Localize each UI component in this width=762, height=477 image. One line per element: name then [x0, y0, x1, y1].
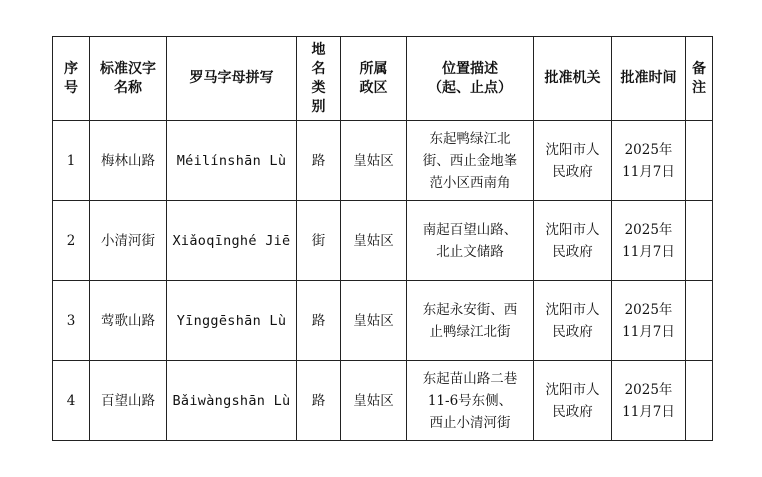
cell-remark — [686, 361, 713, 441]
cell-category: 街 — [297, 201, 341, 281]
cell-position: 东起永安街、西止鸭绿江北街 — [407, 281, 534, 361]
cell-authority: 沈阳市人民政府 — [534, 121, 612, 201]
cell-district: 皇姑区 — [341, 121, 407, 201]
cell-date: 2025年11月7日 — [612, 121, 686, 201]
cell-name: 莺歌山路 — [90, 281, 167, 361]
header-row — [53, 37, 713, 121]
place-name-table — [52, 36, 713, 441]
table-row — [53, 281, 713, 361]
cell-position: 东起鸭绿江北街、西止金地峯范小区西南角 — [407, 121, 534, 201]
header-position: 位置描述（起、止点） — [407, 37, 534, 121]
table-row — [53, 121, 713, 201]
cell-name: 梅林山路 — [90, 121, 167, 201]
header-roman: 罗马字母拼写 — [167, 37, 297, 121]
cell-seq: 2 — [53, 201, 90, 281]
cell-remark — [686, 281, 713, 361]
header-seq: 序号 — [53, 37, 90, 121]
header-date: 批准时间 — [612, 37, 686, 121]
cell-date: 2025年11月7日 — [612, 281, 686, 361]
table-row — [53, 201, 713, 281]
cell-authority: 沈阳市人民政府 — [534, 201, 612, 281]
cell-position: 南起百望山路、北止文储路 — [407, 201, 534, 281]
cell-seq: 4 — [53, 361, 90, 441]
header-district: 所属政区 — [341, 37, 407, 121]
cell-remark — [686, 121, 713, 201]
cell-category: 路 — [297, 361, 341, 441]
cell-district: 皇姑区 — [341, 281, 407, 361]
cell-roman: Xiǎoqīnghé Jiē — [167, 201, 297, 281]
header-remark: 备注 — [686, 37, 713, 121]
table-row — [53, 361, 713, 441]
cell-authority: 沈阳市人民政府 — [534, 281, 612, 361]
cell-district: 皇姑区 — [341, 201, 407, 281]
cell-seq: 1 — [53, 121, 90, 201]
cell-roman: Yīnggēshān Lù — [167, 281, 297, 361]
cell-seq: 3 — [53, 281, 90, 361]
cell-category: 路 — [297, 121, 341, 201]
cell-district: 皇姑区 — [341, 361, 407, 441]
cell-authority: 沈阳市人民政府 — [534, 361, 612, 441]
cell-remark — [686, 201, 713, 281]
cell-position: 东起苗山路二巷11-6号东侧、西止小清河街 — [407, 361, 534, 441]
cell-date: 2025年11月7日 — [612, 201, 686, 281]
header-authority: 批准机关 — [534, 37, 612, 121]
header-category: 地名类别 — [297, 37, 341, 121]
cell-category: 路 — [297, 281, 341, 361]
cell-date: 2025年11月7日 — [612, 361, 686, 441]
cell-roman: Bǎiwàngshān Lù — [167, 361, 297, 441]
cell-name: 小清河街 — [90, 201, 167, 281]
cell-roman: Méilínshān Lù — [167, 121, 297, 201]
header-standard-name: 标准汉字名称 — [90, 37, 167, 121]
cell-name: 百望山路 — [90, 361, 167, 441]
